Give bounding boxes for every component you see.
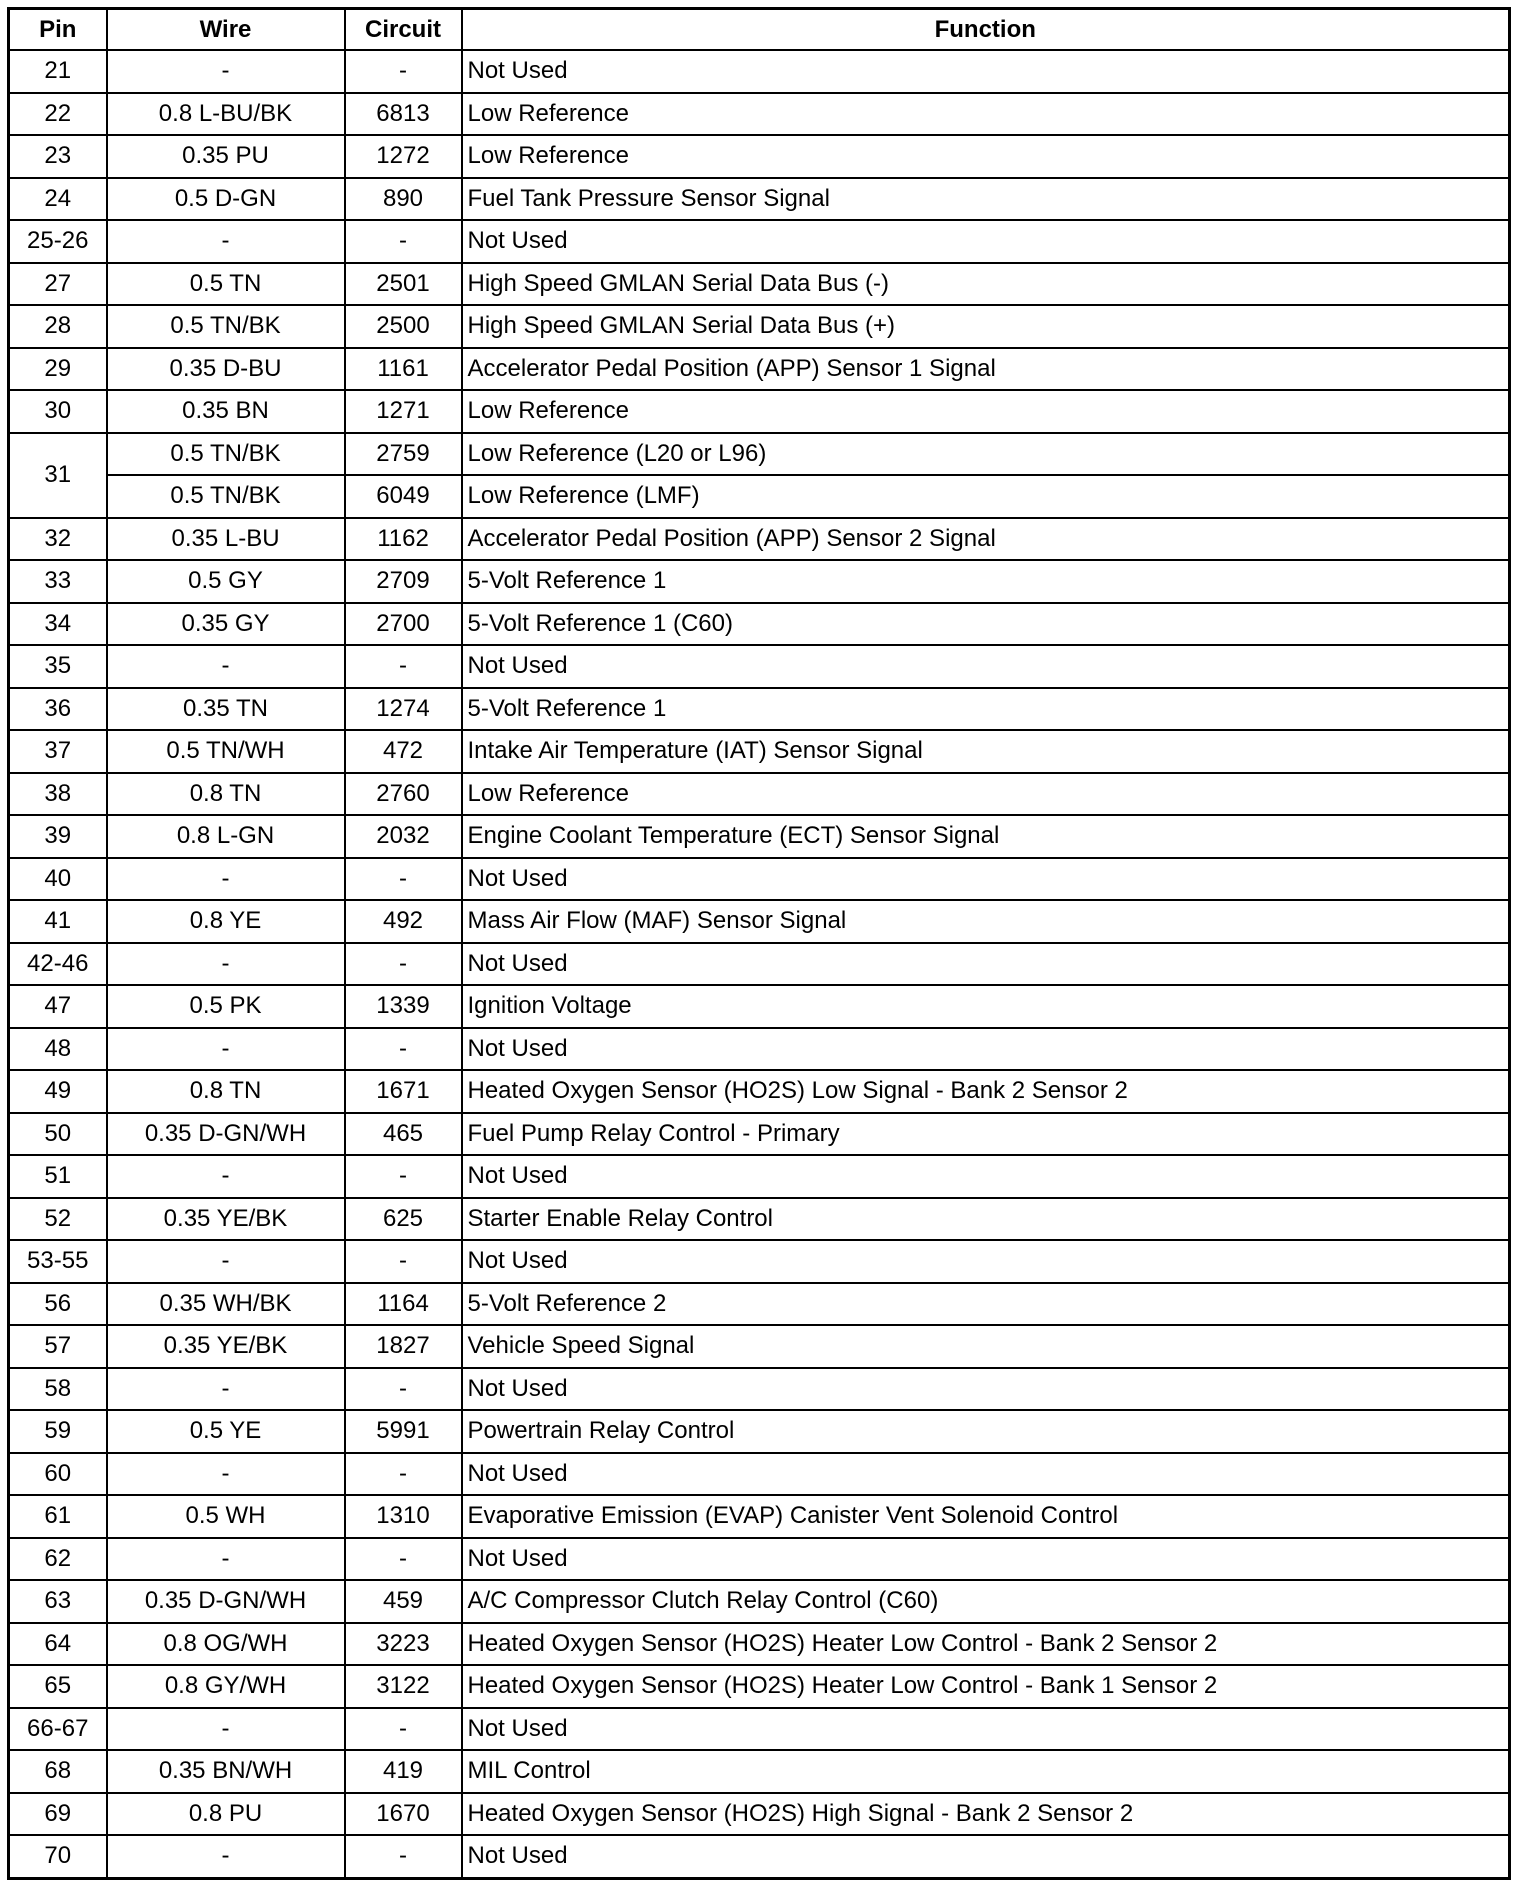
pin-cell: 61 xyxy=(9,1495,107,1538)
circuit-cell: 1670 xyxy=(345,1793,462,1836)
wire-cell: - xyxy=(107,220,345,263)
pin-cell: 68 xyxy=(9,1750,107,1793)
table-row xyxy=(9,348,1510,391)
circuit-cell: 1161 xyxy=(345,348,462,391)
wire-cell: 0.5 TN/BK xyxy=(107,305,345,348)
pin-cell: 60 xyxy=(9,1453,107,1496)
circuit-cell: - xyxy=(345,1453,462,1496)
circuit-cell: 2501 xyxy=(345,263,462,306)
table-row xyxy=(9,305,1510,348)
circuit-cell: 2709 xyxy=(345,560,462,603)
header-row xyxy=(9,9,1510,51)
table-row xyxy=(9,858,1510,901)
wire-cell: - xyxy=(107,1708,345,1751)
function-cell: Not Used xyxy=(462,1538,1510,1581)
function-cell: Not Used xyxy=(462,1835,1510,1878)
wire-cell: 0.35 GY xyxy=(107,603,345,646)
pin-cell: 52 xyxy=(9,1198,107,1241)
function-cell: Engine Coolant Temperature (ECT) Sensor Signal xyxy=(462,815,1510,858)
table-row xyxy=(9,1793,1510,1836)
function-cell: Accelerator Pedal Position (APP) Sensor 1 Signal xyxy=(462,348,1510,391)
circuit-cell: - xyxy=(345,50,462,93)
wire-cell: 0.8 TN xyxy=(107,773,345,816)
table-row xyxy=(9,1665,1510,1708)
circuit-cell: 1671 xyxy=(345,1070,462,1113)
table-row xyxy=(9,1708,1510,1751)
table-row xyxy=(9,50,1510,93)
wire-cell: - xyxy=(107,1368,345,1411)
pinout-table xyxy=(7,7,1511,1880)
function-cell: Heated Oxygen Sensor (HO2S) Heater Low Control - Bank 1 Sensor 2 xyxy=(462,1665,1510,1708)
pin-cell: 56 xyxy=(9,1283,107,1326)
circuit-cell: 2760 xyxy=(345,773,462,816)
wire-cell: - xyxy=(107,645,345,688)
function-cell: Not Used xyxy=(462,943,1510,986)
table-row xyxy=(9,1325,1510,1368)
table-row xyxy=(9,815,1510,858)
pin-cell: 25-26 xyxy=(9,220,107,263)
table-row xyxy=(9,263,1510,306)
pin-cell: 59 xyxy=(9,1410,107,1453)
circuit-cell: 2759 xyxy=(345,433,462,476)
wire-cell: 0.35 D-BU xyxy=(107,348,345,391)
function-cell: Not Used xyxy=(462,1708,1510,1751)
circuit-cell: - xyxy=(345,1368,462,1411)
wire-cell: 0.5 TN/BK xyxy=(107,433,345,476)
table-row xyxy=(9,178,1510,221)
pin-cell: 58 xyxy=(9,1368,107,1411)
table-row xyxy=(9,1368,1510,1411)
function-cell: Heated Oxygen Sensor (HO2S) High Signal - Bank 2 Sensor 2 xyxy=(462,1793,1510,1836)
table-row xyxy=(9,1113,1510,1156)
wire-cell: - xyxy=(107,1835,345,1878)
wire-cell: - xyxy=(107,1028,345,1071)
pin-cell: 65 xyxy=(9,1665,107,1708)
wire-cell: - xyxy=(107,943,345,986)
pin-cell: 50 xyxy=(9,1113,107,1156)
pin-cell: 27 xyxy=(9,263,107,306)
header-pin: Pin xyxy=(9,9,107,51)
circuit-cell: 625 xyxy=(345,1198,462,1241)
pin-cell: 69 xyxy=(9,1793,107,1836)
circuit-cell: 465 xyxy=(345,1113,462,1156)
pin-cell: 42-46 xyxy=(9,943,107,986)
pin-cell: 32 xyxy=(9,518,107,561)
wire-cell: 0.5 TN/WH xyxy=(107,730,345,773)
table-row xyxy=(9,433,1510,476)
function-cell: Vehicle Speed Signal xyxy=(462,1325,1510,1368)
wire-cell: 0.8 OG/WH xyxy=(107,1623,345,1666)
circuit-cell: 3122 xyxy=(345,1665,462,1708)
pin-cell: 34 xyxy=(9,603,107,646)
circuit-cell: 492 xyxy=(345,900,462,943)
function-cell: Low Reference (LMF) xyxy=(462,475,1510,518)
function-cell: Not Used xyxy=(462,1155,1510,1198)
pin-cell: 63 xyxy=(9,1580,107,1623)
circuit-cell: - xyxy=(345,1028,462,1071)
pin-cell: 30 xyxy=(9,390,107,433)
circuit-cell: - xyxy=(345,1538,462,1581)
table-row xyxy=(9,1198,1510,1241)
function-cell: High Speed GMLAN Serial Data Bus (+) xyxy=(462,305,1510,348)
wire-cell: 0.35 TN xyxy=(107,688,345,731)
function-cell: Not Used xyxy=(462,1368,1510,1411)
circuit-cell: 1274 xyxy=(345,688,462,731)
function-cell: A/C Compressor Clutch Relay Control (C60) xyxy=(462,1580,1510,1623)
circuit-cell: 5991 xyxy=(345,1410,462,1453)
pin-cell: 21 xyxy=(9,50,107,93)
pin-cell: 62 xyxy=(9,1538,107,1581)
header-circuit: Circuit xyxy=(345,9,462,51)
function-cell: MIL Control xyxy=(462,1750,1510,1793)
wire-cell: 0.8 TN xyxy=(107,1070,345,1113)
pin-cell: 51 xyxy=(9,1155,107,1198)
function-cell: 5-Volt Reference 1 (C60) xyxy=(462,603,1510,646)
function-cell: Starter Enable Relay Control xyxy=(462,1198,1510,1241)
pin-cell: 24 xyxy=(9,178,107,221)
circuit-cell: 2032 xyxy=(345,815,462,858)
wire-cell: - xyxy=(107,50,345,93)
function-cell: Not Used xyxy=(462,645,1510,688)
wire-cell: - xyxy=(107,858,345,901)
wire-cell: 0.35 L-BU xyxy=(107,518,345,561)
function-cell: Low Reference (L20 or L96) xyxy=(462,433,1510,476)
function-cell: Evaporative Emission (EVAP) Canister Vent Solenoid Control xyxy=(462,1495,1510,1538)
function-cell: Low Reference xyxy=(462,135,1510,178)
function-cell: Not Used xyxy=(462,1240,1510,1283)
wire-cell: 0.35 BN/WH xyxy=(107,1750,345,1793)
table-row xyxy=(9,730,1510,773)
pin-cell: 53-55 xyxy=(9,1240,107,1283)
circuit-cell: 419 xyxy=(345,1750,462,1793)
function-cell: 5-Volt Reference 2 xyxy=(462,1283,1510,1326)
table-row xyxy=(9,943,1510,986)
function-cell: Ignition Voltage xyxy=(462,985,1510,1028)
table-row xyxy=(9,773,1510,816)
header-function: Function xyxy=(462,9,1510,51)
function-cell: Powertrain Relay Control xyxy=(462,1410,1510,1453)
wire-cell: 0.35 D-GN/WH xyxy=(107,1580,345,1623)
table-row xyxy=(9,1240,1510,1283)
circuit-cell: 1164 xyxy=(345,1283,462,1326)
pin-cell: 40 xyxy=(9,858,107,901)
wire-cell: 0.8 L-GN xyxy=(107,815,345,858)
pin-cell: 28 xyxy=(9,305,107,348)
function-cell: Fuel Tank Pressure Sensor Signal xyxy=(462,178,1510,221)
wire-cell: 0.35 YE/BK xyxy=(107,1325,345,1368)
circuit-cell: 1162 xyxy=(345,518,462,561)
circuit-cell: - xyxy=(345,1155,462,1198)
wire-cell: 0.35 WH/BK xyxy=(107,1283,345,1326)
pin-cell: 57 xyxy=(9,1325,107,1368)
wire-cell: 0.8 PU xyxy=(107,1793,345,1836)
function-cell: 5-Volt Reference 1 xyxy=(462,560,1510,603)
pin-cell: 39 xyxy=(9,815,107,858)
wire-cell: - xyxy=(107,1240,345,1283)
pin-cell: 22 xyxy=(9,93,107,136)
table-row xyxy=(9,645,1510,688)
function-cell: Not Used xyxy=(462,220,1510,263)
wire-cell: 0.8 GY/WH xyxy=(107,1665,345,1708)
pin-cell: 48 xyxy=(9,1028,107,1071)
wire-cell: 0.35 D-GN/WH xyxy=(107,1113,345,1156)
wire-cell: 0.5 GY xyxy=(107,560,345,603)
function-cell: Low Reference xyxy=(462,93,1510,136)
wire-cell: 0.8 YE xyxy=(107,900,345,943)
function-cell: Low Reference xyxy=(462,390,1510,433)
wire-cell: 0.5 WH xyxy=(107,1495,345,1538)
wire-cell: 0.5 D-GN xyxy=(107,178,345,221)
function-cell: High Speed GMLAN Serial Data Bus (-) xyxy=(462,263,1510,306)
wire-cell: 0.5 TN xyxy=(107,263,345,306)
table-row xyxy=(9,1623,1510,1666)
table-row xyxy=(9,1453,1510,1496)
table-row xyxy=(9,985,1510,1028)
circuit-cell: 1339 xyxy=(345,985,462,1028)
table-row xyxy=(9,93,1510,136)
table-header xyxy=(9,9,1510,51)
function-cell: Accelerator Pedal Position (APP) Sensor 2 Signal xyxy=(462,518,1510,561)
function-cell: Not Used xyxy=(462,50,1510,93)
circuit-cell: - xyxy=(345,1240,462,1283)
pin-cell: 36 xyxy=(9,688,107,731)
circuit-cell: 6049 xyxy=(345,475,462,518)
function-cell: Not Used xyxy=(462,858,1510,901)
pin-cell: 64 xyxy=(9,1623,107,1666)
wire-cell: 0.5 TN/BK xyxy=(107,475,345,518)
pin-cell: 66-67 xyxy=(9,1708,107,1751)
circuit-cell: 3223 xyxy=(345,1623,462,1666)
wire-cell: 0.35 BN xyxy=(107,390,345,433)
table-row xyxy=(9,1835,1510,1878)
pin-cell: 49 xyxy=(9,1070,107,1113)
wire-cell: 0.5 YE xyxy=(107,1410,345,1453)
circuit-cell: 890 xyxy=(345,178,462,221)
table-row xyxy=(9,1070,1510,1113)
circuit-cell: 1271 xyxy=(345,390,462,433)
table-row xyxy=(9,1283,1510,1326)
wire-cell: 0.5 PK xyxy=(107,985,345,1028)
function-cell: Heated Oxygen Sensor (HO2S) Low Signal - Bank 2 Sensor 2 xyxy=(462,1070,1510,1113)
circuit-cell: - xyxy=(345,1835,462,1878)
function-cell: 5-Volt Reference 1 xyxy=(462,688,1510,731)
pin-cell: 70 xyxy=(9,1835,107,1878)
pin-cell: 23 xyxy=(9,135,107,178)
pin-cell: 41 xyxy=(9,900,107,943)
table-row xyxy=(9,220,1510,263)
circuit-cell: - xyxy=(345,1708,462,1751)
wire-cell: 0.35 PU xyxy=(107,135,345,178)
pin-cell: 37 xyxy=(9,730,107,773)
circuit-cell: - xyxy=(345,645,462,688)
function-cell: Low Reference xyxy=(462,773,1510,816)
wire-cell: 0.8 L-BU/BK xyxy=(107,93,345,136)
pin-cell: 29 xyxy=(9,348,107,391)
circuit-cell: 472 xyxy=(345,730,462,773)
pin-cell: 47 xyxy=(9,985,107,1028)
circuit-cell: 1310 xyxy=(345,1495,462,1538)
function-cell: Not Used xyxy=(462,1453,1510,1496)
table-body xyxy=(9,50,1510,1878)
function-cell: Fuel Pump Relay Control - Primary xyxy=(462,1113,1510,1156)
table-row xyxy=(9,518,1510,561)
table-row xyxy=(9,688,1510,731)
function-cell: Not Used xyxy=(462,1028,1510,1071)
table-row xyxy=(9,1580,1510,1623)
table-row xyxy=(9,1750,1510,1793)
function-cell: Intake Air Temperature (IAT) Sensor Signal xyxy=(462,730,1510,773)
pin-cell: 33 xyxy=(9,560,107,603)
wire-cell: - xyxy=(107,1538,345,1581)
circuit-cell: 2500 xyxy=(345,305,462,348)
table-row xyxy=(9,1028,1510,1071)
table-row xyxy=(9,1538,1510,1581)
function-cell: Heated Oxygen Sensor (HO2S) Heater Low Control - Bank 2 Sensor 2 xyxy=(462,1623,1510,1666)
circuit-cell: - xyxy=(345,858,462,901)
circuit-cell: 1827 xyxy=(345,1325,462,1368)
circuit-cell: 459 xyxy=(345,1580,462,1623)
wire-cell: - xyxy=(107,1155,345,1198)
pin-cell: 38 xyxy=(9,773,107,816)
function-cell: Mass Air Flow (MAF) Sensor Signal xyxy=(462,900,1510,943)
table-row xyxy=(9,603,1510,646)
pin-cell: 31 xyxy=(9,433,107,518)
table-row xyxy=(9,1495,1510,1538)
table-row xyxy=(9,1410,1510,1453)
header-wire: Wire xyxy=(107,9,345,51)
circuit-cell: 1272 xyxy=(345,135,462,178)
table-row xyxy=(9,560,1510,603)
table-row xyxy=(9,1155,1510,1198)
table-row xyxy=(9,390,1510,433)
circuit-cell: 6813 xyxy=(345,93,462,136)
table-row xyxy=(9,475,1510,518)
circuit-cell: - xyxy=(345,943,462,986)
table-row xyxy=(9,900,1510,943)
circuit-cell: - xyxy=(345,220,462,263)
pin-cell: 35 xyxy=(9,645,107,688)
table-row xyxy=(9,135,1510,178)
circuit-cell: 2700 xyxy=(345,603,462,646)
wire-cell: - xyxy=(107,1453,345,1496)
wire-cell: 0.35 YE/BK xyxy=(107,1198,345,1241)
